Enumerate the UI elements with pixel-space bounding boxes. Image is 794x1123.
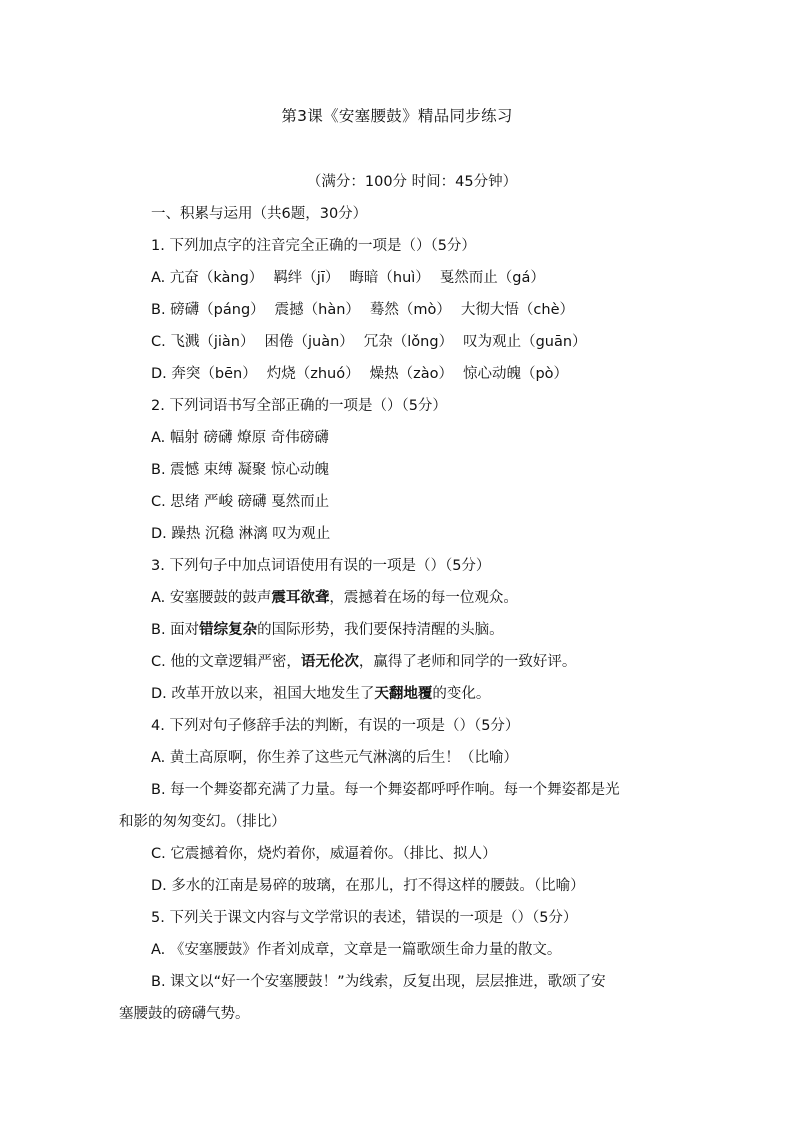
question-2-stem: 2. 下列词语书写全部正确的一项是（）（5分） [151,398,447,414]
section-heading: 一、积累与运用（共6题，30分） [151,206,368,222]
emphasized-phrase: 错综复杂 [199,622,258,638]
question-5-option-b-continued: 塞腰鼓的磅礴气势。 [119,1006,250,1022]
question-2-option-d: D. 躁热 沉稳 淋漓 叹为观止 [151,526,331,542]
question-1-option-d: D. 奔突（bēn） 灼烧（zhuó） 燥热（zào） 惊心动魄（pò） [151,366,569,382]
question-2-option-b: B. 震憾 束缚 凝聚 惊心动魄 [151,462,329,478]
emphasized-phrase: 天翻地覆 [374,686,433,702]
question-4-option-c: C. 它震撼着你，烧灼着你，威逼着你。（排比、拟人） [151,846,497,862]
emphasized-phrase: 语无伦次 [300,654,359,670]
question-4-option-a: A. 黄土高原啊，你生养了这些元气淋漓的后生！（比喻） [151,750,518,766]
question-3-option-a: A. 安塞腰鼓的鼓声震耳欲聋，震撼着在场的每一位观众。 [151,590,518,606]
question-3-option-b: B. 面对错综复杂的国际形势，我们要保持清醒的头脑。 [151,622,504,638]
question-1-option-b: B. 磅礴（páng） 震撼（hàn） 蓦然（mò） 大彻大悟（chè） [151,302,575,318]
question-4-option-d: D. 多水的江南是易碎的玻璃，在那儿，打不得这样的腰鼓。（比喻） [151,878,585,894]
question-1-stem: 1. 下列加点字的注音完全正确的一项是（）（5分） [151,238,476,254]
question-1-option-c: C. 飞溅（jiàn） 困倦（juàn） 冗杂（lǒng） 叹为观止（guān） [151,334,587,350]
question-3-option-d: D. 改革开放以来，祖国大地发生了天翻地覆的变化。 [151,686,491,702]
question-1-option-a: A. 亢奋（kàng） 羁绊（jī） 晦暗（huì） 戛然而止（gá） [151,270,545,286]
question-2-option-c: C. 思绪 严峻 磅礴 戛然而止 [151,494,330,510]
question-3-option-c: C. 他的文章逻辑严密，语无伦次，赢得了老师和同学的一致好评。 [151,654,577,670]
question-5-stem: 5. 下列关于课文内容与文学常识的表述，错误的一项是（）（5分） [151,910,578,926]
question-5-option-a: A. 《安塞腰鼓》作者刘成章，文章是一篇歌颂生命力量的散文。 [151,942,562,958]
question-4-option-b-continued: 和影的匆匆变幻。（排比） [119,814,286,830]
question-3-stem: 3. 下列句子中加点词语使用有误的一项是（）（5分） [151,558,491,574]
question-2-option-a: A. 幅射 磅礴 燎原 奇伟磅礴 [151,430,329,446]
question-5-option-b: B. 课文以“好一个安塞腰鼓！”为线索，反复出现，层层推进，歌颂了安 [151,974,606,990]
question-4-option-b: B. 每一个舞姿都充满了力量。每一个舞姿都呼呼作响。每一个舞姿都是光 [151,782,620,798]
question-body [0,201,794,1033]
emphasized-phrase: 震耳欲聋 [271,590,330,606]
question-4-stem: 4. 下列对句子修辞手法的判断，有误的一项是（）（5分） [151,718,520,734]
score-time-info: （满分：100分 时间：45分钟） [306,174,518,190]
page-title: 第3课《安塞腰鼓》精品同步练习 [281,107,513,125]
